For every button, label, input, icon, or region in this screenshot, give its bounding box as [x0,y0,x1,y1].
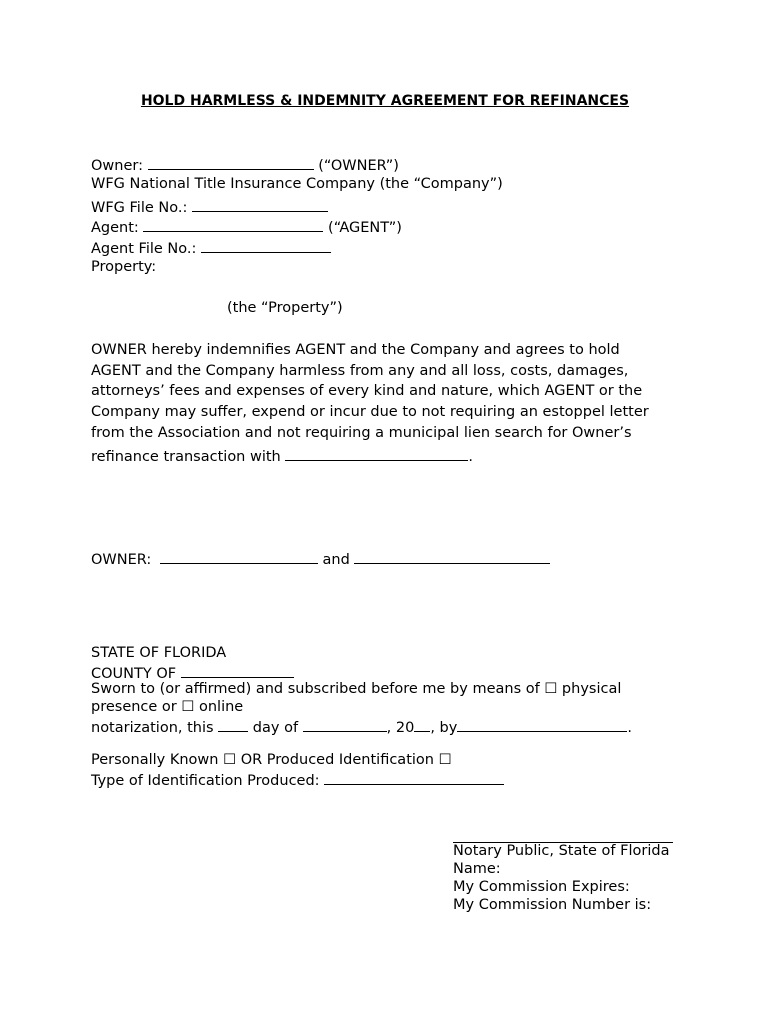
year-blank[interactable] [414,717,430,732]
signature-and: and [322,552,350,568]
day-blank[interactable] [218,717,248,732]
body-line-5: from the Association and not requiring a municipal lien search for Owner’s [91,425,632,441]
agent-suffix: (“AGENT”) [328,220,402,236]
notary-block-line-1: Notary Public, State of Florida [453,843,670,859]
agent-file-blank[interactable] [201,238,331,253]
id-type-blank[interactable] [324,770,504,785]
county-row [91,663,294,682]
agent-field-row [91,217,402,236]
by-text: , by [430,720,458,736]
owner-blank[interactable] [148,155,314,170]
body-line-1: OWNER hereby indemnifies AGENT and the Company and agrees to hold [91,342,620,358]
notarization-text: notarization, this [91,720,214,736]
body-line-6-text: refinance transaction with [91,449,281,465]
by-blank[interactable] [457,717,627,732]
transaction-blank[interactable] [285,446,468,461]
owner-signature-blank-1[interactable] [160,549,318,564]
id-type-label: Type of Identification Produced: [91,773,320,789]
body-line-6-end: . [468,449,473,465]
body-line-4: Company may suffer, expend or incur due to not requiring an estoppel letter [91,404,649,420]
wfg-file-row [91,197,328,216]
month-blank[interactable] [303,717,387,732]
property-label: Property: [91,259,157,275]
notarization-row [91,717,632,736]
owner-signature-row [91,549,550,568]
body-line-3: attorneys’ fees and expenses of every kind and nature, which AGENT or the [91,383,643,399]
id-type-row [91,770,504,789]
owner-signature-blank-2[interactable] [354,549,550,564]
property-suffix: (the “Property”) [227,300,343,316]
notary-block-line-2: Name: [453,861,501,877]
wfg-file-blank[interactable] [192,197,328,212]
personally-known-line: Personally Known ☐ OR Produced Identification ☐ [91,752,452,768]
county-blank[interactable] [181,663,294,678]
notarization-end: . [627,720,632,736]
wfg-file-label: WFG File No.: [91,200,188,216]
agent-label: Agent: [91,220,139,236]
agent-blank[interactable] [143,217,323,232]
owner-field-row [91,155,399,174]
owner-signature-label: OWNER: [91,552,152,568]
body-line-6 [91,446,473,465]
notary-block-line-3: My Commission Expires: [453,879,630,895]
owner-label: Owner: [91,158,143,174]
year-prefix: , 20 [386,720,415,736]
agent-file-row [91,238,331,257]
owner-suffix: (“OWNER”) [318,158,399,174]
company-line: WFG National Title Insurance Company (the “Company”) [91,176,503,192]
notary-block-line-4: My Commission Number is: [453,897,652,913]
body-line-2: AGENT and the Company harmless from any and all loss, costs, damages, [91,363,629,379]
state-line: STATE OF FLORIDA [91,645,227,661]
day-of-text: day of [252,720,299,736]
sworn-line-2: presence or ☐ online [91,699,244,715]
agent-file-label: Agent File No.: [91,241,197,257]
sworn-line-1: Sworn to (or affirmed) and subscribed before me by means of ☐ physical [91,681,622,697]
document-title: HOLD HARMLESS & INDEMNITY AGREEMENT FOR REFINANCES [140,93,630,109]
county-label: COUNTY OF [91,666,177,682]
